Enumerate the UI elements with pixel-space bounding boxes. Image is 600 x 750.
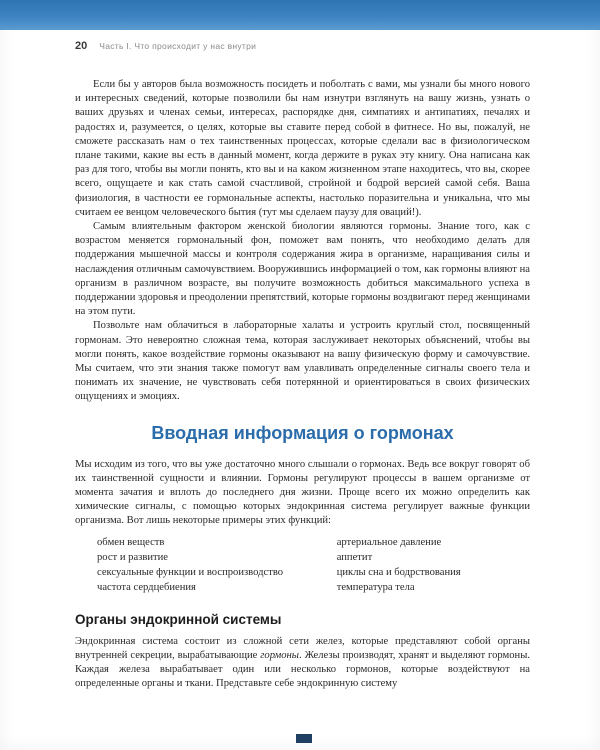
- functions-row: [97, 565, 530, 580]
- chapter-title: Часть I. Что происходит у нас внутри: [99, 41, 257, 51]
- body-paragraph-3: Позвольте нам облачиться в лабораторные халаты и устроить круглый стол, посвященный гормонам. Это невероятно сложная тема, которая заслуживает некоторых объяснений, чтобы вы могли понять, какое воздействие гормоны оказывают на вашу физическую форму и самочувствие. Мы считаем, что эти знания также помогут вам улавливать определенные сигналы своего тела и понимать их значение, не чувствовать себя потерянной и ориентироваться в своих физических ощущениях и эмоциях.: [75, 320, 530, 403]
- list-item: рост и развитие: [97, 551, 169, 563]
- body-paragraph-1: Если бы у авторов была возможность посидеть и поболтать с вами, мы узнали бы много нового и интересных сведений, которые позволили бы нам изнутри взглянуть на вашу жизнь, узнать о ваших друзьях и членах семьи, интересах, распорядке дня, симпатиях и антипатиях, печалях и радостях и, разумеется, о целях, которые вы ставите перед собой в фитнесе. Но вы, пожалуй, не сможете рассказать нам о тех таинственных процессах, которые сделали вас в физиологическом плане такими, какие вы есть в данный момент, когда держите в руках эту книгу. Она написана как раз для того, чтобы вы могли понять, кто вы и на каком жизненном этапе находитесь, что вы, скорее всего, ощущаете и как стать самой счастливой, стройной и бодрой версией самой себя. Ваша физиология, в частности ее гормональные аспекты, настолько поразительна и уникальна, что мы считаем ее венцом человеческого бытия (тут мы сделаем паузу для оваций!).: [75, 79, 530, 218]
- list-item: артериальное давление: [336, 536, 442, 548]
- section-lead-paragraph: Мы исходим из того, что вы уже достаточно много слышали о гормонах. Ведь все вокруг говорят об их таинственной сущности и влиянии. Гормоны регулируют процессы в вашем организме от момента зачатия и вплоть до последнего дня жизни. Проще всего их можно определить как химические сигналы, с помощью которых эндокринная система регулирует важные функции организма. Вот лишь некоторые примеры этих функций:: [75, 458, 530, 527]
- functions-row: [97, 535, 530, 550]
- paragraph-text: Эндокринная система состоит из сложной сети желез, которые представляют собой органы внутренней секреции, вырабатывающие: [75, 635, 530, 661]
- page-header: [75, 40, 530, 52]
- list-item: сексуальные функции и воспроизводство: [97, 567, 284, 579]
- section-heading: Вводная информация о гормонах: [151, 422, 454, 443]
- top-banner: [0, 0, 600, 30]
- functions-row: [97, 580, 530, 595]
- page-content: [75, 78, 530, 691]
- list-item: обмен веществ: [97, 536, 165, 548]
- body-paragraph-2: Самым влиятельным фактором женской биологии являются гормоны. Знание того, как с возрастом меняется гормональный фон, поможет вам понять, что необходимо делать для поддержания мышечной массы и контроля содержания жира в организме, наращивания силы и наслаждения отличным самочувствием. Вооружившись информацией о том, как гормоны влияют на организм в различном возрасте, вы получите возможность добиться максимального успеха в поддержании здоровья и преодолении препятствий, которые гормоны воздвигают перед женщинами на этом пути.: [75, 221, 530, 318]
- body-paragraph-4: [75, 635, 530, 692]
- list-item: частота сердцебиения: [97, 582, 196, 594]
- list-item: аппетит: [336, 551, 373, 563]
- functions-row: [97, 550, 530, 565]
- subsection-heading: Органы эндокринной системы: [75, 611, 282, 627]
- paragraph-text: . Железы производят, хранят и выделяют гормоны. Каждая железа вырабатывает один или несколько гормонов, которые воздействуют на определенные органы и ткани. Представьте себе эндокринную систему: [75, 649, 530, 690]
- list-item: температура тела: [336, 582, 415, 594]
- italic-term: гормоны: [260, 649, 299, 661]
- list-item: циклы сна и бодрствования: [336, 567, 461, 579]
- page-number: 20: [75, 40, 88, 52]
- footer-mark: [296, 734, 312, 743]
- functions-list: [97, 535, 530, 596]
